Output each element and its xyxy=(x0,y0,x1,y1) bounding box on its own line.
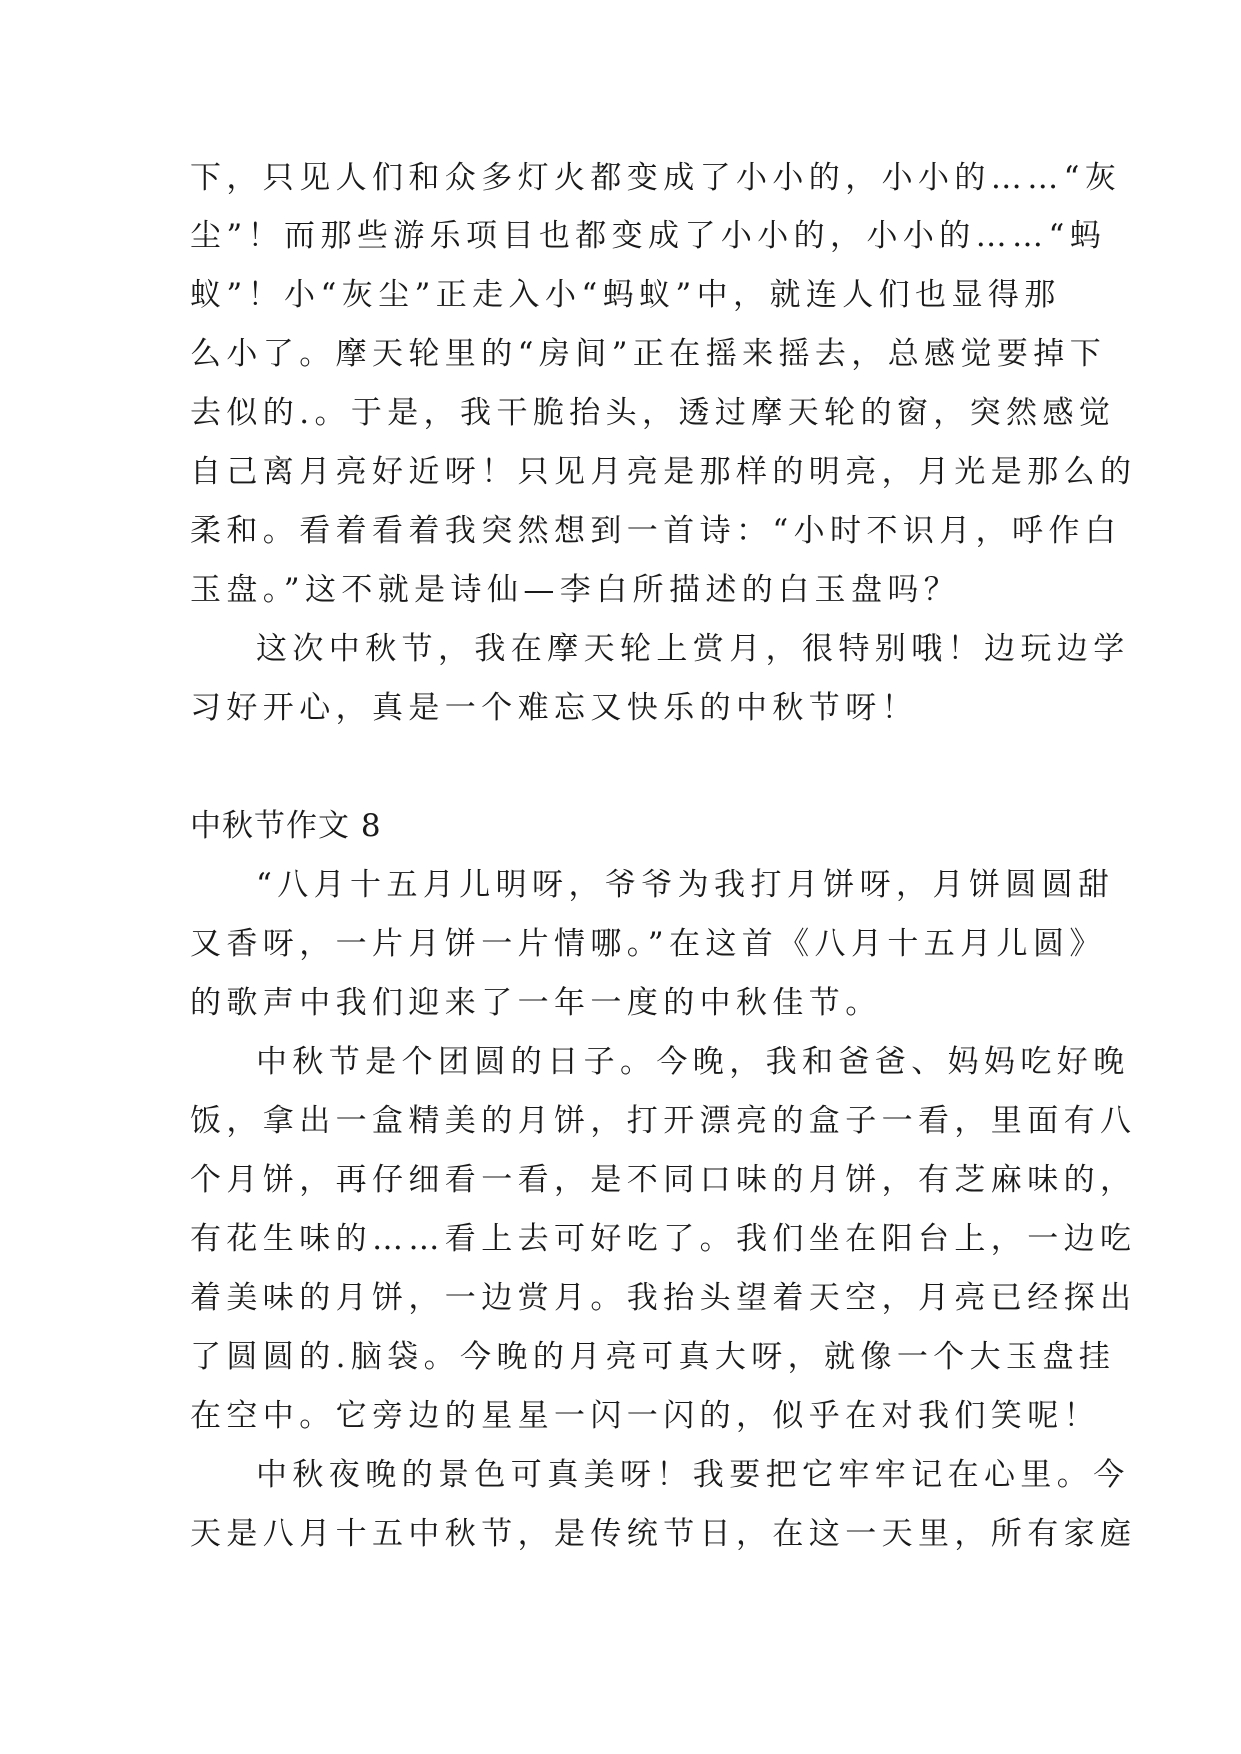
text-line: 习好开心，真是一个难忘又快乐的中秋节呀！ xyxy=(190,690,918,726)
text-line: 个月饼，再仔细看一看，是不同口味的月饼，有芝麻味的， xyxy=(190,1162,1137,1198)
text-line: 着美味的月饼，一边赏月。我抬头望着天空，月亮已经探出 xyxy=(190,1280,1137,1316)
section-heading: 中秋节作文 8 xyxy=(190,808,382,844)
text-line: 去似的.。于是，我干脆抬头，透过摩天轮的窗，突然感觉 xyxy=(190,395,1116,431)
text-line: 又香呀，一片月饼一片情哪。”在这首《八月十五月儿圆》 xyxy=(190,926,1106,962)
text-line: 在空中。它旁边的星星一闪一闪的，似乎在对我们笑呢！ xyxy=(190,1398,1100,1434)
paragraph-first-line: 这次中秋节，我在摩天轮上赏月，很特别哦！边玩边学 xyxy=(256,631,1130,667)
text-line: 饭，拿出一盒精美的月饼，打开漂亮的盒子一看，里面有八 xyxy=(190,1103,1137,1139)
paragraph-first-line: “八月十五月儿明呀，爷爷为我打月饼呀，月饼圆圆甜 xyxy=(256,867,1115,903)
text-line: 了圆圆的.脑袋。今晚的月亮可真大呀，就像一个大玉盘挂 xyxy=(190,1339,1116,1375)
text-line: 天是八月十五中秋节，是传统节日，在这一天里，所有家庭 xyxy=(190,1516,1137,1552)
text-line: 蚁”！小“灰尘”正走入小“蚂蚁”中，就连人们也显得那 xyxy=(190,277,1061,313)
text-line: 有花生味的……看上去可好吃了。我们坐在阳台上，一边吃 xyxy=(190,1221,1137,1257)
text-line: 的歌声中我们迎来了一年一度的中秋佳节。 xyxy=(190,985,882,1021)
text-line: 自己离月亮好近呀！只见月亮是那样的明亮，月光是那么的 xyxy=(190,454,1137,490)
text-line: 下，只见人们和众多灯火都变成了小小的，小小的……“灰 xyxy=(190,160,1122,196)
text-line: 玉盘。”这不就是诗仙—李白所描述的白玉盘吗？ xyxy=(190,572,961,608)
text-line: 尘”！而那些游乐项目也都变成了小小的，小小的……“蚂 xyxy=(190,218,1107,254)
text-line: 柔和。看着看着我突然想到一首诗：“小时不识月，呼作白 xyxy=(190,513,1122,549)
paragraph-first-line: 中秋夜晚的景色可真美呀！我要把它牢牢记在心里。今 xyxy=(256,1457,1130,1493)
paragraph-first-line: 中秋节是个团圆的日子。今晚，我和爸爸、妈妈吃好晚 xyxy=(256,1044,1130,1080)
text-line: 么小了。摩天轮里的“房间”正在摇来摇去，总感觉要掉下 xyxy=(190,336,1107,372)
